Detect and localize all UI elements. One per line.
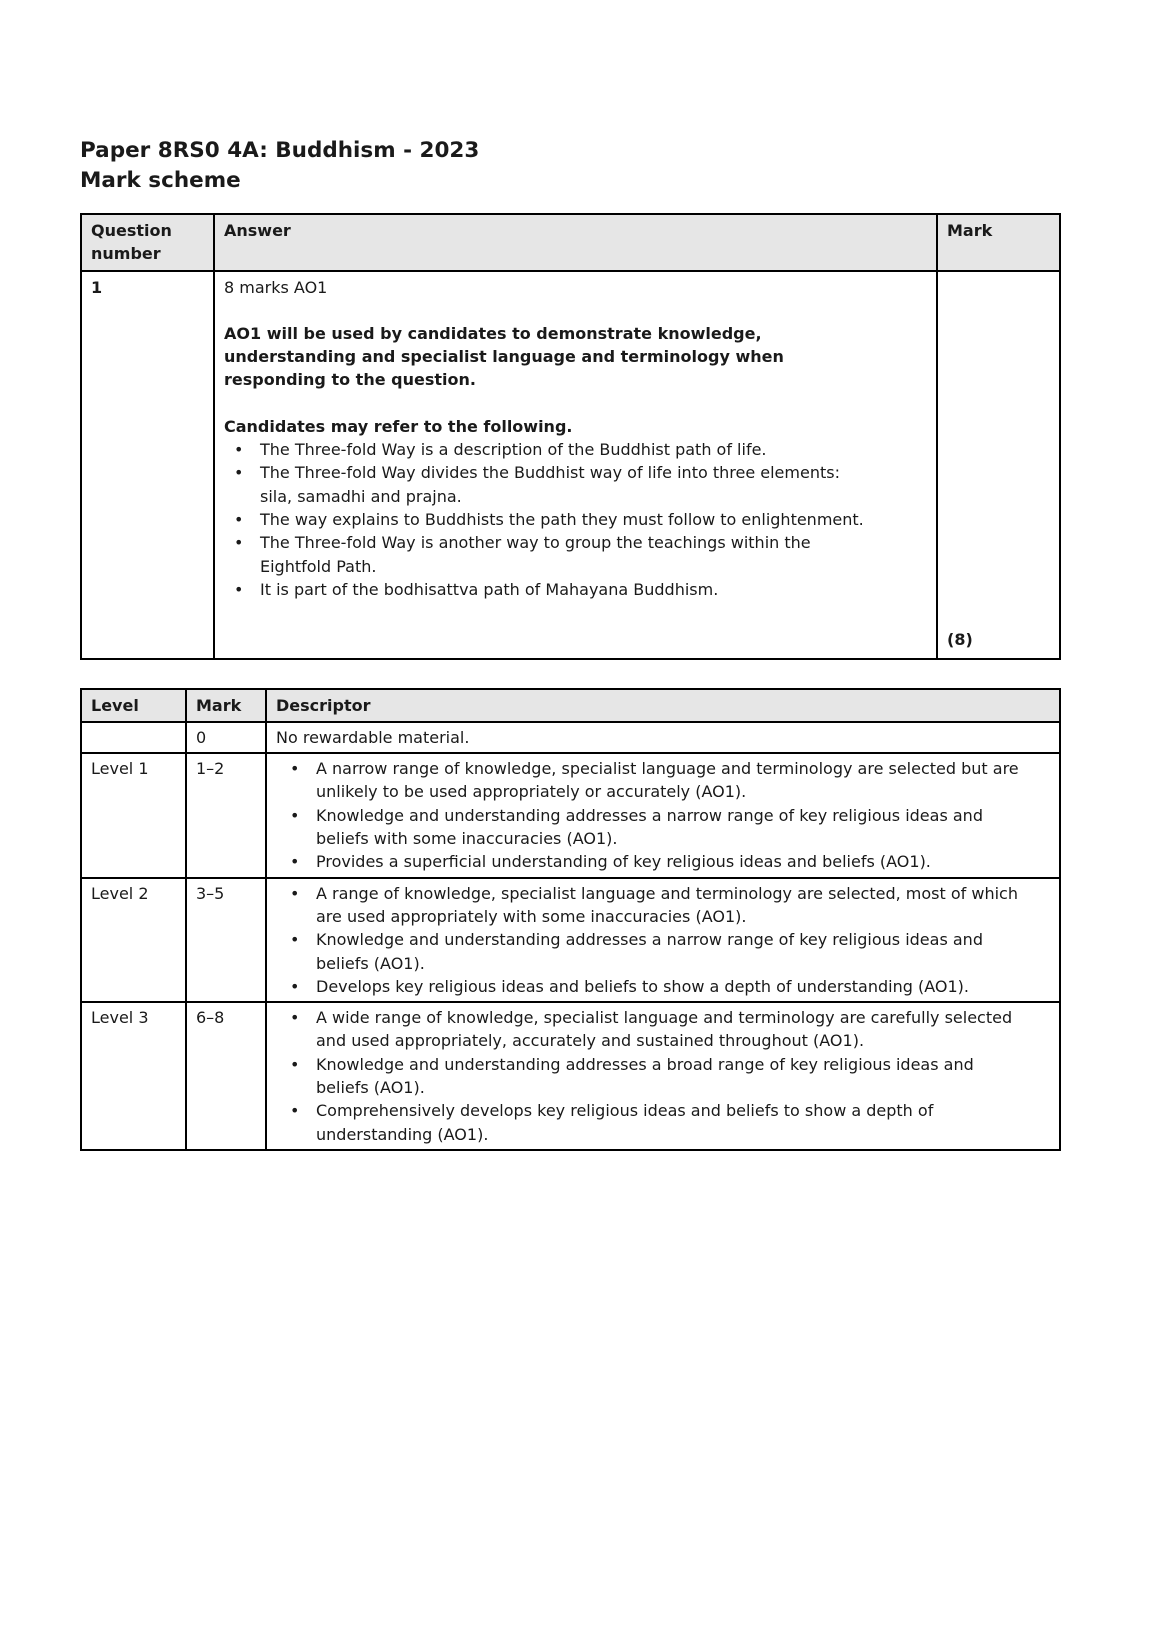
level-cell-2: Level 2 <box>81 878 186 1002</box>
indicative-bullet: • The Three-fold Way is another way to group the teachings within the Eightfold Path. <box>224 531 864 578</box>
level-mark-header: Mark <box>186 689 266 722</box>
mark-cell-3: 6–8 <box>186 1002 266 1150</box>
descriptor-bullet: • Provides a superficial understanding of key religious ideas and beliefs (AO1). <box>276 850 1021 873</box>
descriptor-bullet: • A narrow range of knowledge, specialist language and terminology are selected but are unlikely to be used appropriately or accurately (AO1). <box>276 757 1021 804</box>
indicative-content-list <box>224 438 927 601</box>
level-row-2 <box>81 878 1060 1002</box>
ao1-statement: AO1 will be used by candidates to demonstrate knowledge, understanding and specialist language and terminology when responding to the question. <box>224 323 784 390</box>
mark-cell-2: 3–5 <box>186 878 266 1002</box>
question-table-header-row <box>81 214 1060 271</box>
descriptor-bullet: • Develops key religious ideas and beliefs to show a depth of understanding (AO1). <box>276 975 1021 998</box>
level-header: Level <box>81 689 186 722</box>
marks-intro-text: 8 marks AO1 <box>224 277 328 297</box>
level-cell-3: Level 3 <box>81 1002 186 1150</box>
descriptor-cell-0: No rewardable material. <box>266 722 1060 753</box>
question-number-header: Question number <box>81 214 214 271</box>
level-row-1 <box>81 753 1060 877</box>
level-1-descriptor-list <box>276 757 1050 873</box>
indicative-content-heading: Candidates may refer to the following. <box>224 416 573 436</box>
descriptor-bullet: • Knowledge and understanding addresses a narrow range of key religious ideas and beliefs (AO1). <box>276 928 1021 975</box>
indicative-bullet: • The way explains to Buddhists the path they must follow to enlightenment. <box>224 508 864 531</box>
mark-value-cell: (8) <box>937 271 1060 659</box>
descriptor-bullet: • A wide range of knowledge, specialist language and terminology are carefully selected and used appropriately, accurately and sustained throughout (AO1). <box>276 1006 1021 1053</box>
descriptor-cell-1 <box>266 753 1060 877</box>
descriptor-cell-2 <box>266 878 1060 1002</box>
page-title <box>80 136 1059 196</box>
level-cell-1: Level 1 <box>81 753 186 877</box>
descriptor-bullet: • A range of knowledge, specialist language and terminology are selected, most of which are used appropriately with some inaccuracies (AO1). <box>276 882 1021 929</box>
question-table <box>80 213 1061 660</box>
level-3-descriptor-list <box>276 1006 1050 1146</box>
level-descriptor-table <box>80 688 1061 1151</box>
level-row-zero <box>81 722 1060 753</box>
paper-title-line: Paper 8RS0 4A: Buddhism - 2023 <box>80 138 480 163</box>
descriptor-cell-3 <box>266 1002 1060 1150</box>
descriptor-bullet: • Knowledge and understanding addresses a broad range of key religious ideas and beliefs (AO1). <box>276 1053 1021 1100</box>
descriptor-bullet: • Comprehensively develops key religious ideas and beliefs to show a depth of understanding (AO1). <box>276 1099 1021 1146</box>
mark-header: Mark <box>937 214 1060 271</box>
descriptor-header: Descriptor <box>266 689 1060 722</box>
mark-cell-0: 0 <box>186 722 266 753</box>
level-cell-empty <box>81 722 186 753</box>
indicative-bullet: • It is part of the bodhisattva path of Mahayana Buddhism. <box>224 578 864 601</box>
question-number-cell: 1 <box>81 271 214 659</box>
question-row-1 <box>81 271 1060 659</box>
level-table-header-row <box>81 689 1060 722</box>
answer-header: Answer <box>214 214 937 271</box>
level-row-3 <box>81 1002 1060 1150</box>
descriptor-bullet: • Knowledge and understanding addresses a narrow range of key religious ideas and beliefs with some inaccuracies (AO1). <box>276 804 1021 851</box>
level-2-descriptor-list <box>276 882 1050 998</box>
page-content <box>80 136 1059 1151</box>
indicative-bullet: • The Three-fold Way is a description of the Buddhist path of life. <box>224 438 864 461</box>
mark-scheme-subtitle: Mark scheme <box>80 168 241 193</box>
indicative-bullet: • The Three-fold Way divides the Buddhist way of life into three elements: sila, samadhi and prajna. <box>224 461 864 508</box>
answer-cell <box>214 271 937 659</box>
mark-cell-1: 1–2 <box>186 753 266 877</box>
